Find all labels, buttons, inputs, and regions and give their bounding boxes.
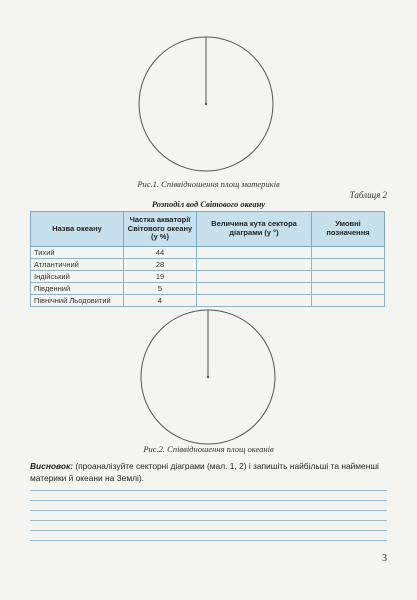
answer-line[interactable] xyxy=(30,520,387,521)
pie-chart-continents-blank xyxy=(136,34,276,174)
ocean-share: 5 xyxy=(124,283,197,295)
angle-cell[interactable] xyxy=(197,259,312,271)
ocean-share: 28 xyxy=(124,259,197,271)
header-share: Частка акваторії Світового океану (у %) xyxy=(124,212,197,247)
legend-cell[interactable] xyxy=(312,247,385,259)
table-row xyxy=(31,259,385,271)
ocean-name: Атлантичний xyxy=(31,259,124,271)
table-row xyxy=(31,247,385,259)
answer-line[interactable] xyxy=(30,490,387,491)
table-title: Розподіл вод Світового океану xyxy=(151,199,266,209)
ocean-distribution-table xyxy=(30,211,385,307)
answer-line[interactable] xyxy=(30,510,387,511)
header-angle: Величина кута сектора діаграми (у °) xyxy=(197,212,312,247)
header-ocean-name: Назва океану xyxy=(31,212,124,247)
answer-line[interactable] xyxy=(30,500,387,501)
ocean-share: 19 xyxy=(124,271,197,283)
ocean-share: 4 xyxy=(124,295,197,307)
ocean-name: Індійський xyxy=(31,271,124,283)
angle-cell[interactable] xyxy=(197,295,312,307)
table-header-row xyxy=(31,212,385,247)
ocean-name: Північний Льодовитий xyxy=(31,295,124,307)
table-row xyxy=(31,271,385,283)
ocean-name: Південний xyxy=(31,283,124,295)
ocean-name: Тихий xyxy=(31,247,124,259)
conclusion-text: (проаналізуйте секторні діаграми (мал. 1, 2) і запишіть найбільші та найменші материки й океани на Землі). xyxy=(30,461,379,483)
angle-cell[interactable] xyxy=(197,283,312,295)
ocean-share: 44 xyxy=(124,247,197,259)
header-legend: Умовні позначення xyxy=(312,212,385,247)
table-row xyxy=(31,283,385,295)
figure-2-caption: Рис.2. Співвідношення площ океанів xyxy=(143,444,274,454)
conclusion-prompt xyxy=(30,461,389,484)
table-row xyxy=(31,295,385,307)
legend-cell[interactable] xyxy=(312,295,385,307)
page-number: 3 xyxy=(382,553,387,564)
legend-cell[interactable] xyxy=(312,259,385,271)
figure-1-caption: Рис.1. Співвідношення площ материків xyxy=(137,179,280,189)
answer-line[interactable] xyxy=(30,540,387,541)
angle-cell[interactable] xyxy=(197,271,312,283)
legend-cell[interactable] xyxy=(312,283,385,295)
answer-line[interactable] xyxy=(30,530,387,531)
table-number: Таблиця 2 xyxy=(349,190,387,200)
conclusion-label: Висновок: xyxy=(30,461,73,471)
pie-chart-oceans-blank xyxy=(138,307,278,447)
angle-cell[interactable] xyxy=(197,247,312,259)
legend-cell[interactable] xyxy=(312,271,385,283)
